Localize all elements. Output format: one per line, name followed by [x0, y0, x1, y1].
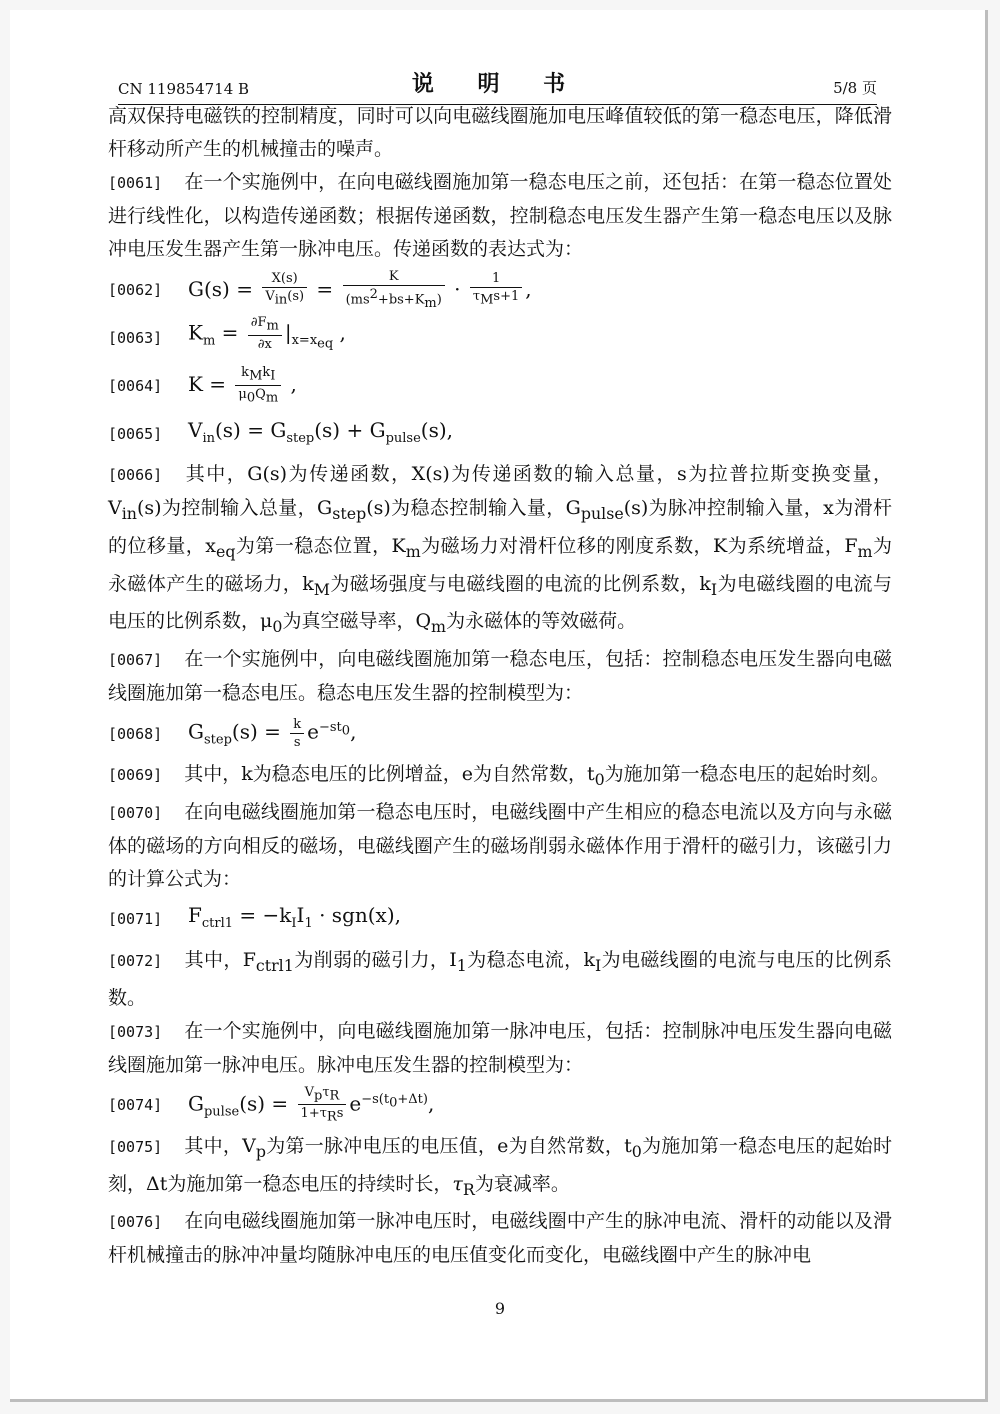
input-sum-formula: $V_{in}(s) = G_{step}(s) + G_{pulse}(s)$,: [188, 417, 454, 446]
page-number: 9: [494, 1299, 506, 1318]
para-tag: [0072]: [108, 951, 163, 970]
para-tag: [0073]: [108, 1022, 163, 1041]
formula-0063: [108, 314, 892, 362]
document-body: [108, 100, 892, 1272]
formula-0071: [108, 896, 892, 944]
magnetic-force-formula: $F_{ctrl1} = -k_II_1 \cdot sgn(x)$,: [188, 903, 401, 932]
para-tag: [0071]: [108, 910, 163, 929]
step-model-formula: $G_{step}(s)$ = $\frac{k}{s}$ $e^{-st_0}$,: [188, 716, 357, 750]
paragraph-0076: [0076] 在向电磁线圈施加第一脉冲电压时，电磁线圈中产生的脉冲电流、滑杆的动能以及滑杆机械撞击的脉冲冲量均随脉冲电压的电压值变化而变化，电磁线圈中产生的脉冲电: [108, 1210, 892, 1267]
paragraph-0072: [0072] 其中，$F_{ctrl1}$为削弱的磁引力，$I_1$为稳态电流，$k_I$为电磁线圈的电流与电压的比例系数。: [108, 948, 892, 1009]
document-title: 说 明 书: [411, 71, 584, 97]
para-tag: [0066]: [108, 466, 163, 484]
paragraph-0073: [0073] 在一个实施例中，向电磁线圈施加第一脉冲电压，包括：控制脉冲电压发生器向电磁线圈施加第一脉冲电压。脉冲电压发生器的控制模型为：: [108, 1019, 892, 1076]
para-tag: [0063]: [108, 328, 163, 347]
publication-number: CN 119854714 B: [118, 80, 250, 98]
paragraph-continued: 高双保持电磁铁的控制精度，同时可以向电磁线圈施加电压峰值较低的第一稳态电压，降低滑杆移动所产生的机械撞击的噪声。: [108, 105, 892, 160]
gain-formula: K = $\frac{k_Mk_I}{\mu_0Q_m}$ ,: [188, 365, 297, 406]
para-tag: [0075]: [108, 1137, 163, 1156]
paragraph-0070: [0070] 在向电磁线圈施加第一稳态电压时，电磁线圈中产生相应的稳态电流以及方向与永磁体的磁场的方向相反的磁场，电磁线圈产生的磁场削弱永磁体作用于滑杆的磁引力，该磁引力的计算公式为：: [108, 800, 892, 890]
para-tag: [0065]: [108, 424, 163, 443]
paragraph-0066: [0066] 其中，G(s)为传递函数，X(s)为传递函数的输入总量，s为拉普拉斯变换变量，$V_{in}(s)$为控制输入总量，$G_{step}(s)$为稳态控制输入量，$G_{pulse}(s)$为脉冲控制输入量，x为滑杆的位移量，$x_{eq}$为第一稳态位置，$K_m$为磁场力对滑杆位移的刚度系数，K为系统增益，$F_m$为永磁体产生的磁场力，$k_M$为磁场强度与电磁线圈的电流的比例系数，$k_I$为电磁线圈的电流与电压的比例系数，$\mu_0$为真空磁导率，$Q_m$为永磁体的等效磁荷。: [108, 463, 892, 637]
para-tag: [0074]: [108, 1096, 163, 1115]
para-tag: [0067]: [108, 651, 163, 670]
paragraph-0069: [0069] 其中，k为稳态电压的比例增益，e为自然常数，$t_0$为施加第一稳态电压的起始时刻。: [108, 763, 890, 789]
para-tag: [0062]: [108, 280, 163, 299]
para-tag: [0076]: [108, 1213, 163, 1232]
formula-0064: [108, 362, 892, 410]
formula-0065: [108, 410, 892, 458]
stiffness-formula: $K_m$ = $\frac{\partial F_m}{\partial x}$ $|_{x=x_{eq}}$ ,: [188, 315, 346, 352]
paragraph-0075: [0075] 其中，$V_p$为第一脉冲电压的电压值，e为自然常数，$t_0$为施加第一稳态电压的起始时刻，Δt为施加第一稳态电压的持续时长，$\tau_R$为衰减率。: [108, 1134, 892, 1199]
para-tag: [0069]: [108, 766, 163, 785]
paragraph-0067: [0067] 在一个实施例中，向电磁线圈施加第一稳态电压，包括：控制稳态电压发生器向电磁线圈施加第一稳态电压。稳态电压发生器的控制模型为：: [108, 648, 892, 705]
paragraph-0061: [0061] 在一个实施例中，在向电磁线圈施加第一稳态电压之前，还包括：在第一稳态位置处进行线性化，以构造传递函数；根据传递函数，控制稳态电压发生器产生第一稳态电压以及脉冲电压发生器产生第一脉冲电压。传递函数的表达式为：: [108, 171, 892, 260]
formula-0062: [108, 266, 892, 314]
formula-0074: [108, 1082, 892, 1130]
para-tag: [0070]: [108, 803, 163, 822]
page-info: 5/8 页: [833, 79, 877, 97]
pulse-model-formula: $G_{pulse}(s)$ = $\frac{V_p\tau_R}{1+\tau_Rs}$ $e^{-s(t_0+\Delta t)}$,: [188, 1084, 435, 1125]
transfer-function-formula: G(s) = $\frac{X(s)}{V_{in}(s)}$ = $\frac{K}{(ms^2+bs+K_m)}$ · $\frac{1}{\tau_Ms+1}$ ,: [188, 268, 532, 311]
para-tag: [0068]: [108, 724, 163, 743]
para-tag: [0061]: [108, 174, 163, 192]
para-tag: [0064]: [108, 376, 163, 395]
formula-0068: [108, 710, 892, 758]
